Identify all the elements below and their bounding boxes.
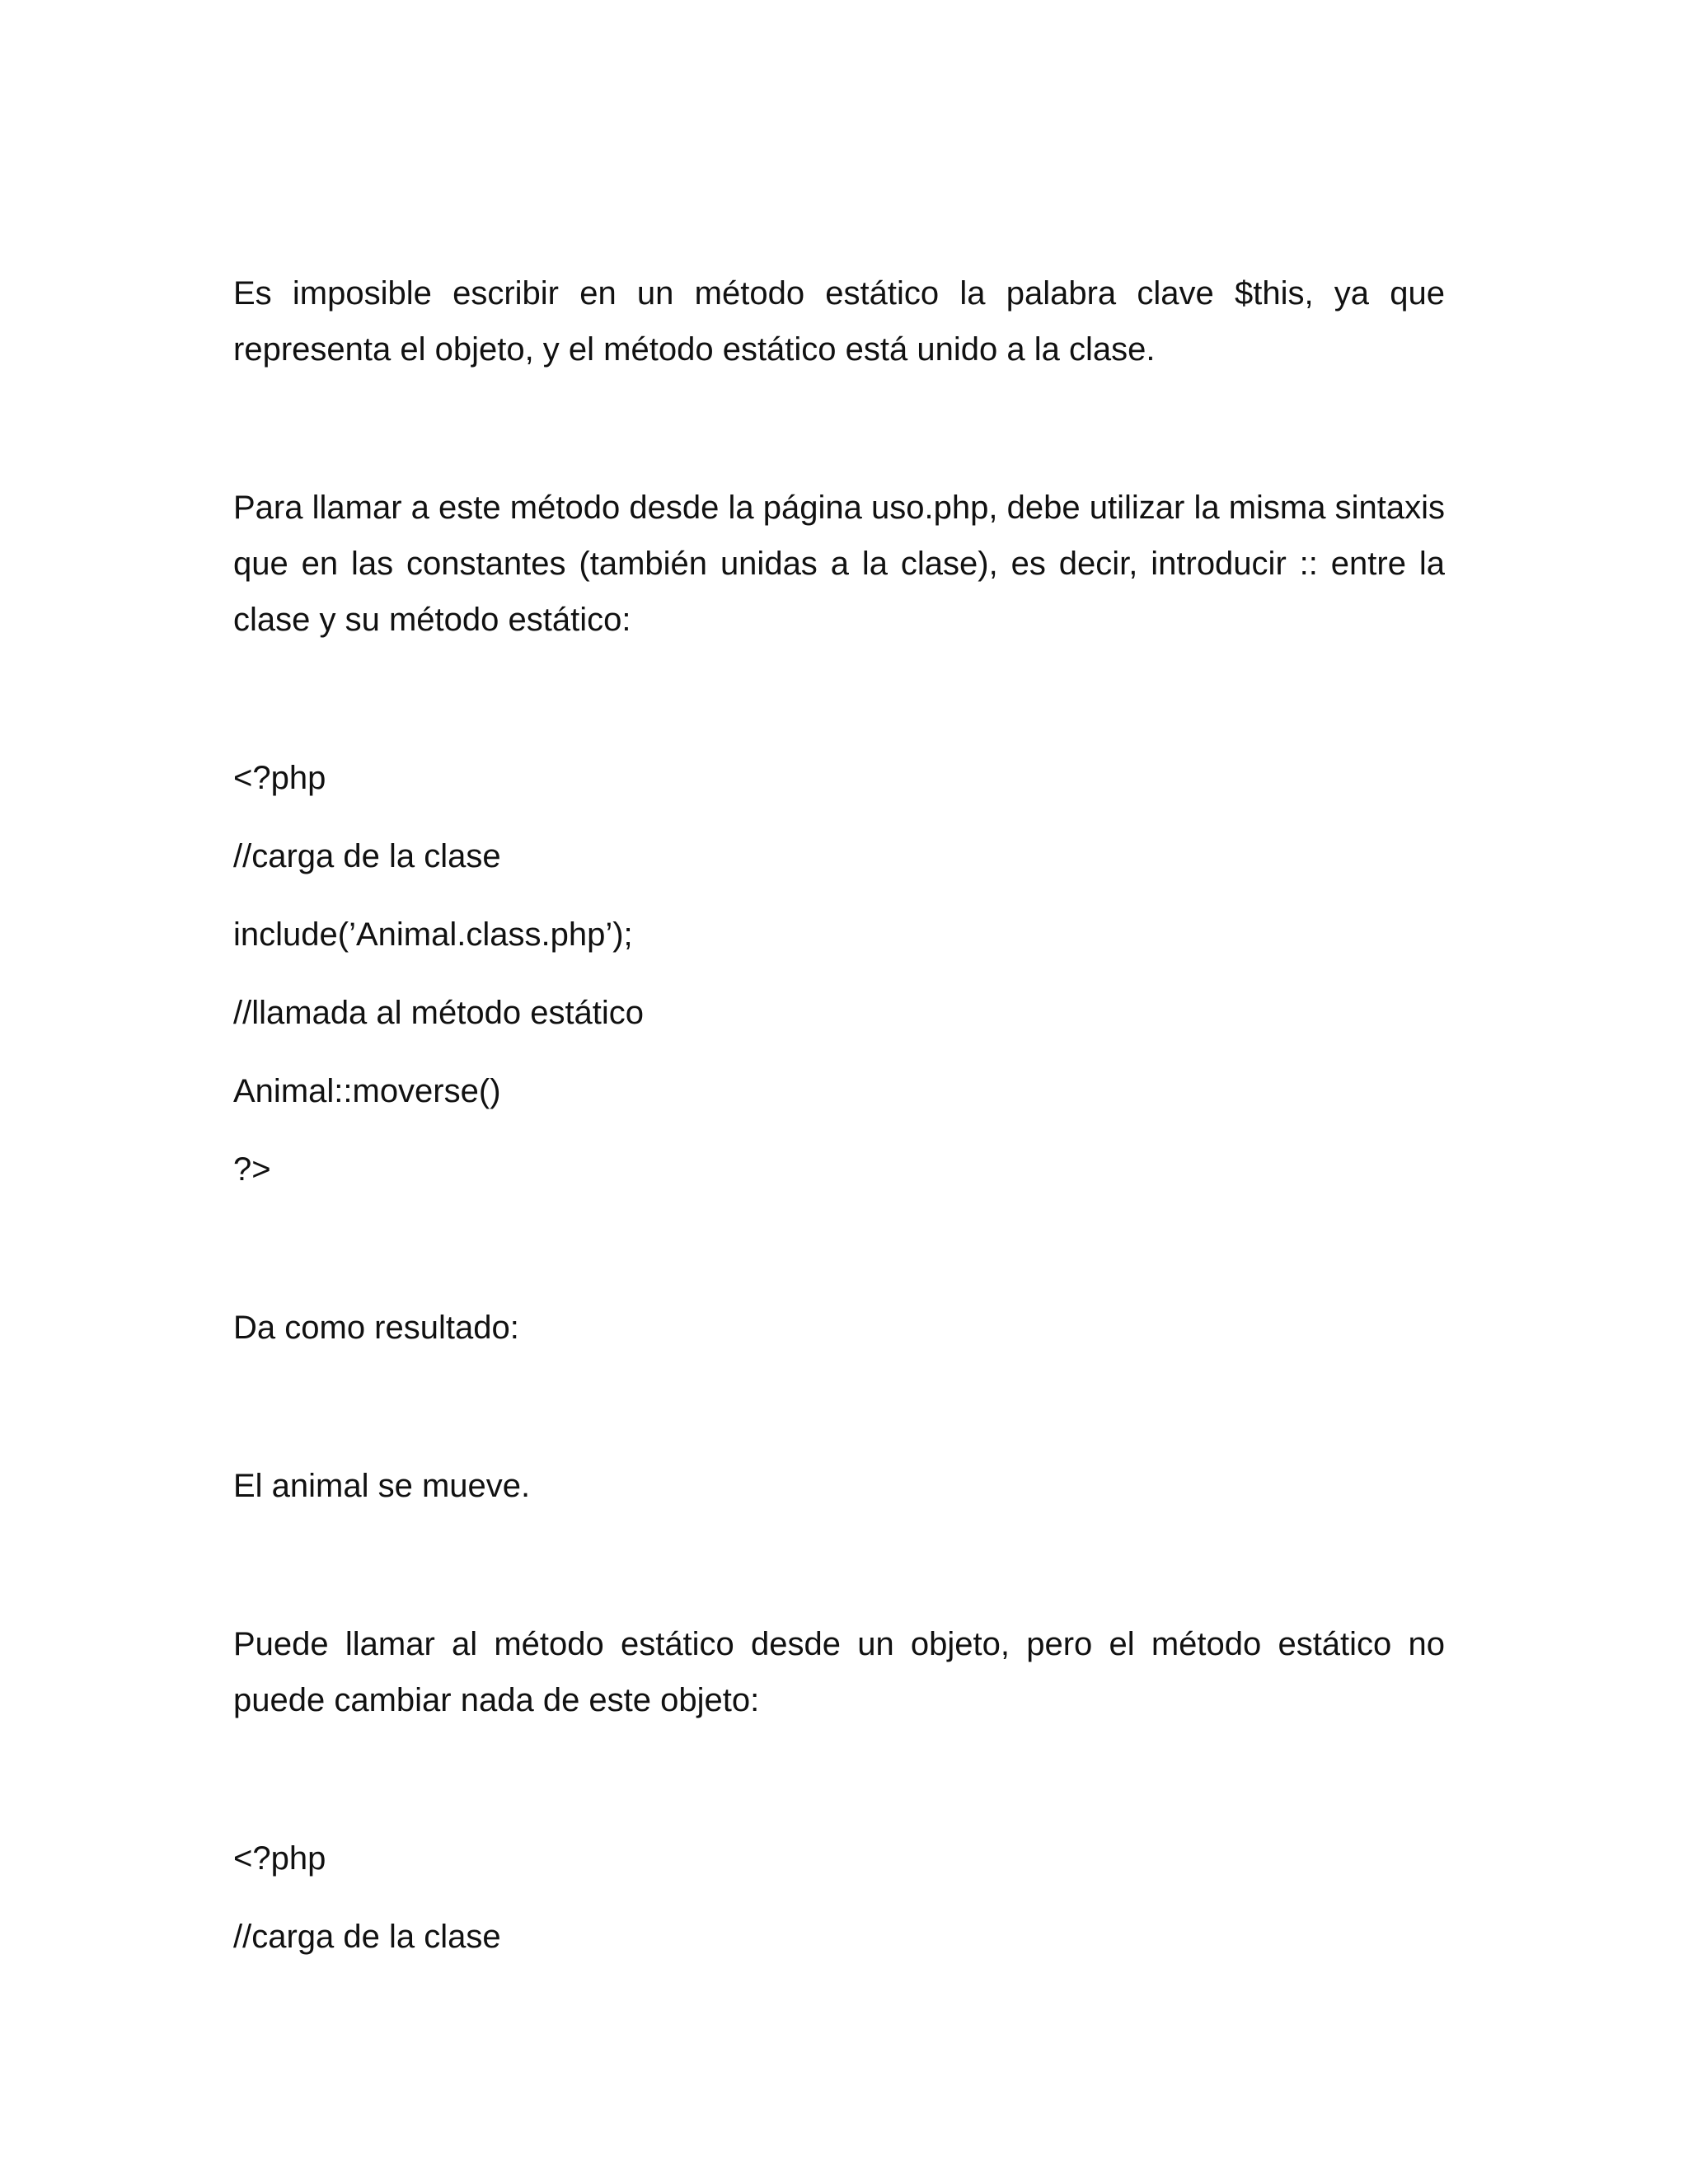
code-line: //carga de la clase	[233, 838, 501, 874]
code-line: //llamada al método estático	[233, 995, 645, 1031]
code-block-object-call	[233, 1830, 1445, 1965]
code-line: <?php	[233, 1840, 326, 1877]
code-line: include(’Animal.class.php’);	[233, 916, 633, 953]
code-line: <?php	[233, 760, 326, 796]
paragraph-static-this: Es imposible escribir en un método estático la palabra clave $this, ya que representa el objeto, y el método estático está unido a la clase.	[233, 275, 1445, 368]
code-block-static-call	[233, 750, 1445, 1197]
paragraph-result-intro: Da como resultado:	[233, 1310, 519, 1346]
code-line: //carga de la clase	[233, 1919, 501, 1955]
paragraph-result-output: El animal se mueve.	[233, 1468, 531, 1504]
code-line: ?>	[233, 1151, 271, 1188]
paragraph-call-from-object: Puede llamar al método estático desde un objeto, pero el método estático no puede cambiar nada de este objeto:	[233, 1626, 1445, 1718]
code-line: Animal::moverse()	[233, 1073, 501, 1109]
paragraph-call-syntax: Para llamar a este método desde la página uso.php, debe utilizar la misma sintaxis que en las constantes (también unidas a la clase), es decir, introducir :: entre la clase y su método estático:	[233, 490, 1445, 638]
page-content	[233, 265, 1445, 2067]
